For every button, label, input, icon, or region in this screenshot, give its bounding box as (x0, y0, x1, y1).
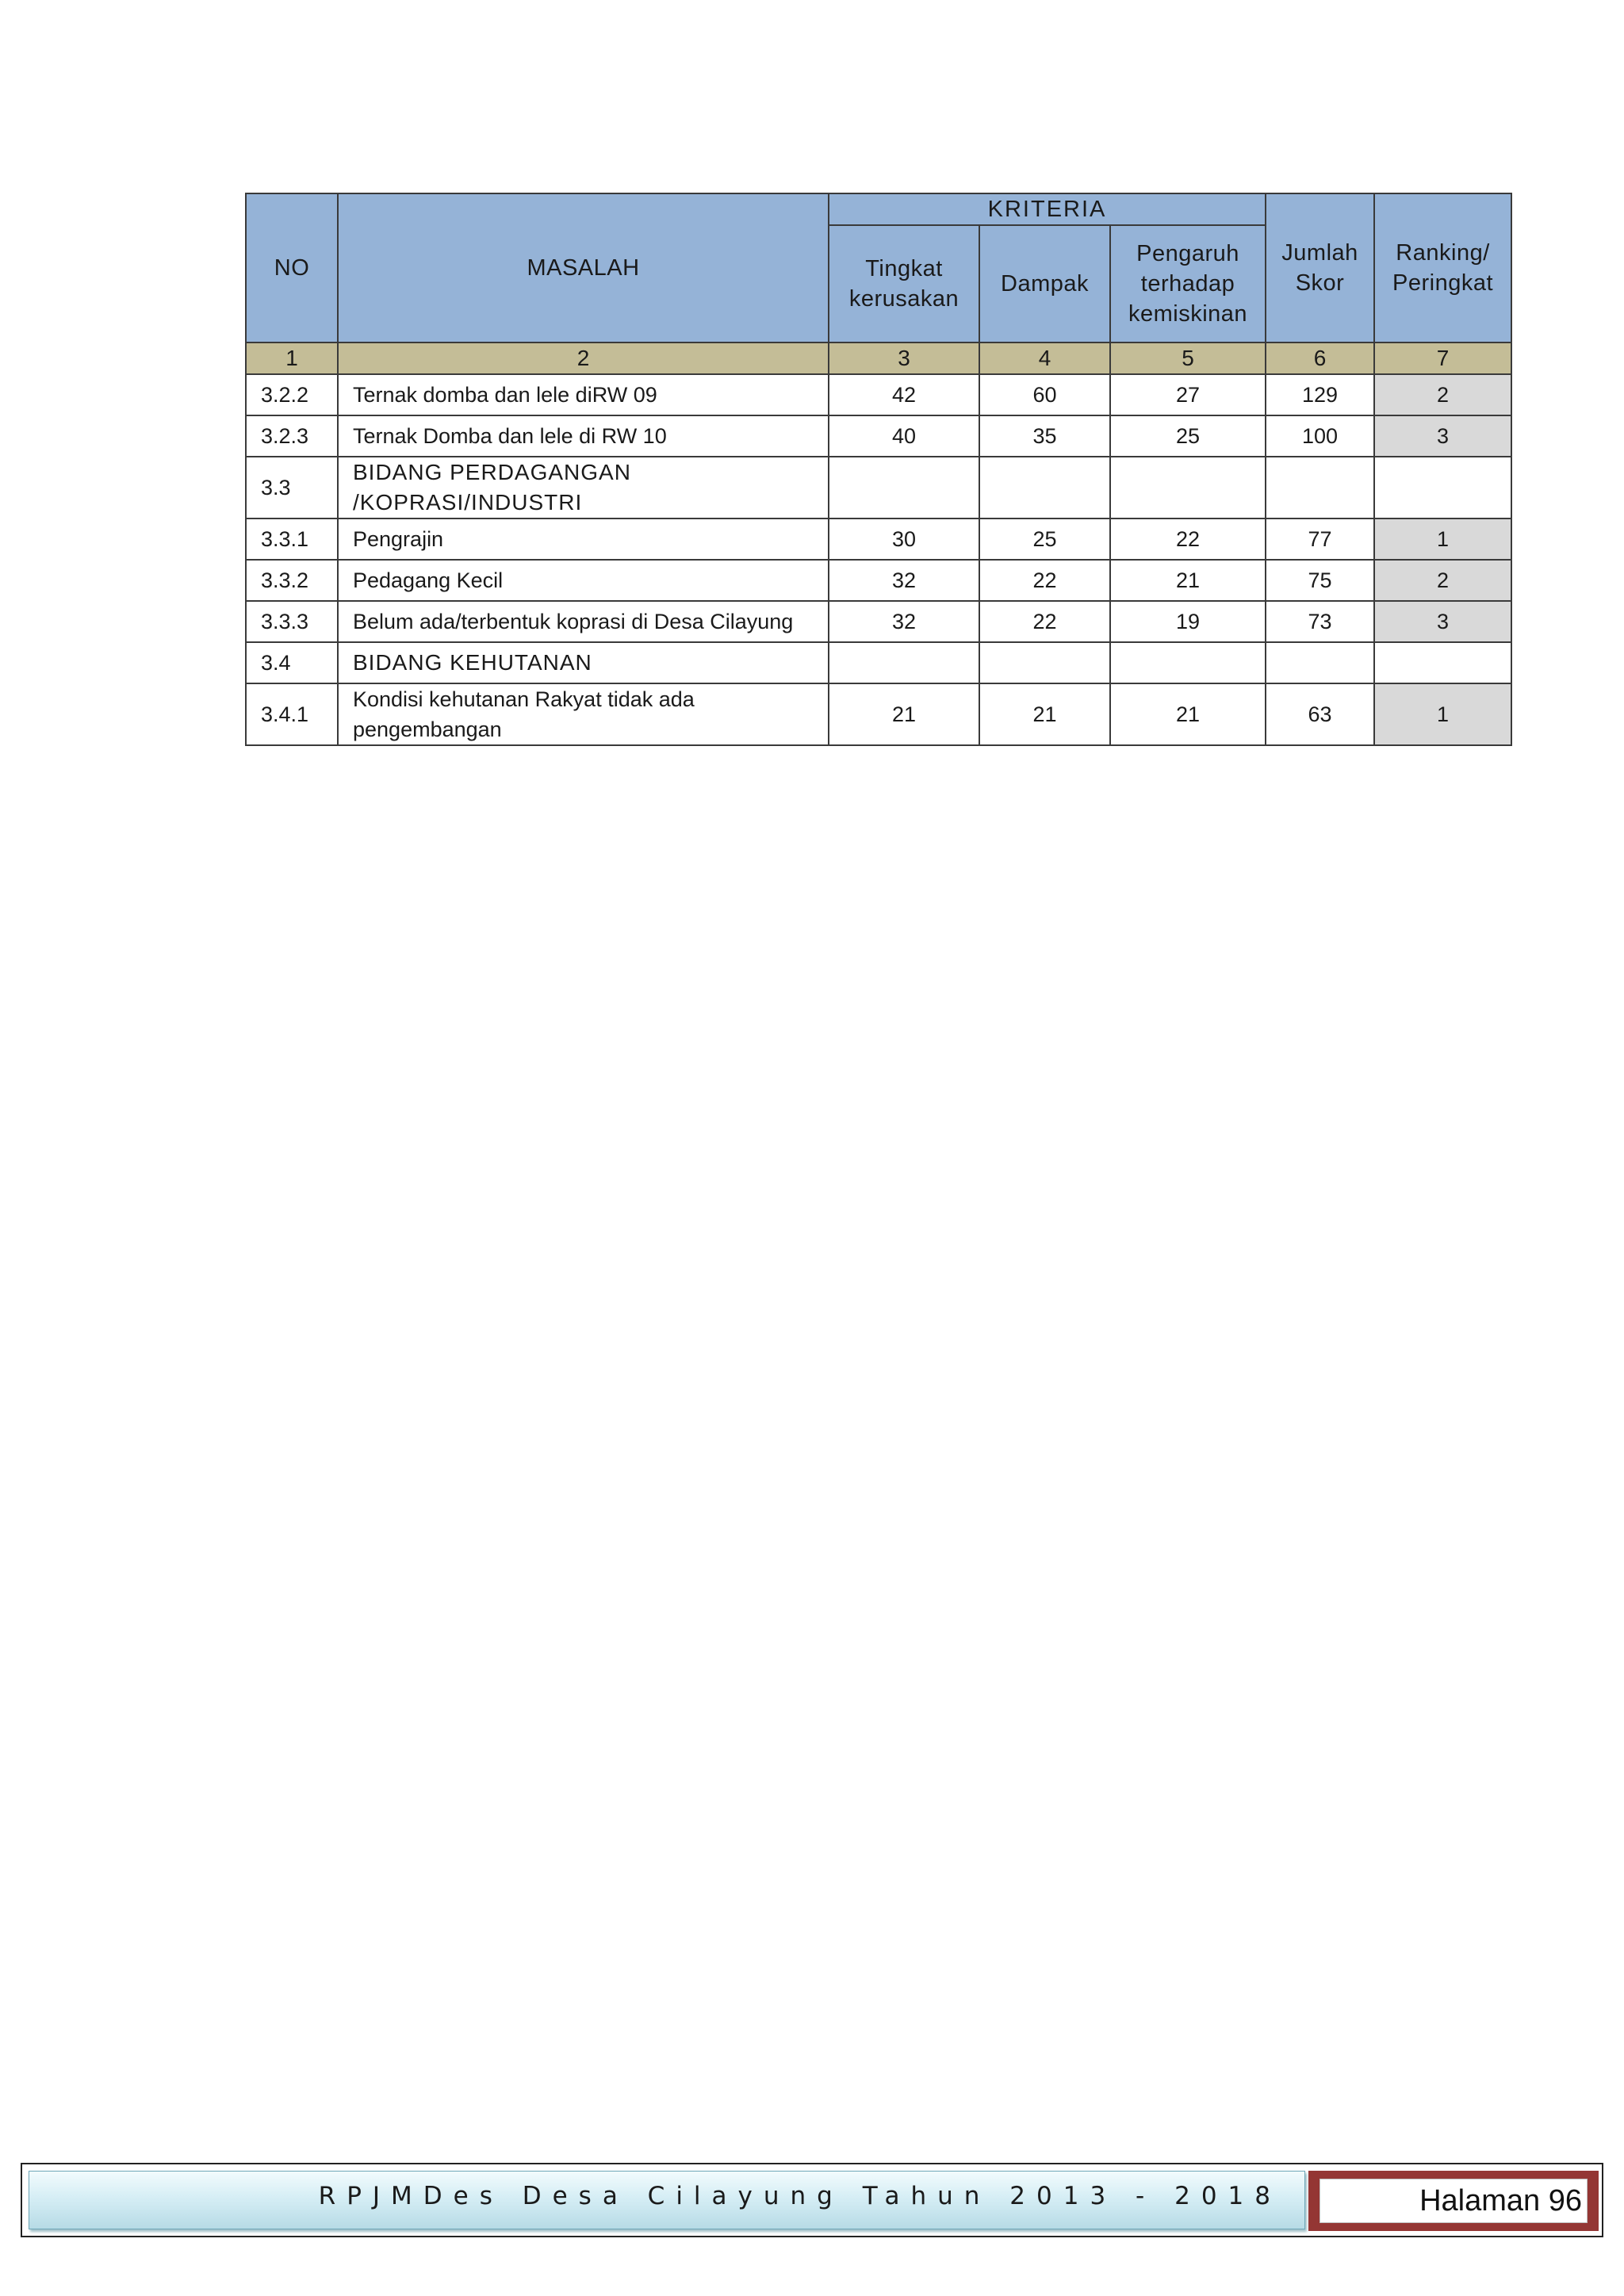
row-dampak: 22 (979, 601, 1110, 642)
row-masalah: Belum ada/terbentuk koprasi di Desa Cilayung (338, 601, 829, 642)
row-pengaruh: 21 (1110, 683, 1266, 745)
row-tingkat: 42 (829, 374, 979, 415)
table-row (246, 519, 1511, 560)
row-ranking: 2 (1374, 374, 1511, 415)
priority-table (245, 193, 1512, 746)
row-jumlah: 63 (1266, 683, 1374, 745)
row-ranking: 3 (1374, 601, 1511, 642)
column-number: 6 (1266, 342, 1374, 374)
row-ranking (1374, 642, 1511, 683)
row-masalah: BIDANG PERDAGANGAN /KOPRASI/INDUSTRI (338, 457, 829, 519)
row-no: 3.3.3 (246, 601, 338, 642)
header-dampak: Dampak (979, 225, 1110, 342)
table-row (246, 683, 1511, 745)
row-masalah: Ternak Domba dan lele di RW 10 (338, 415, 829, 457)
row-ranking: 1 (1374, 683, 1511, 745)
header-ranking: Ranking/ Peringkat (1374, 193, 1511, 342)
column-number: 4 (979, 342, 1110, 374)
row-dampak: 22 (979, 560, 1110, 601)
header-pengaruh: Pengaruh terhadap kemiskinan (1110, 225, 1266, 342)
row-pengaruh (1110, 642, 1266, 683)
table-row (246, 601, 1511, 642)
row-tingkat (829, 457, 979, 519)
row-dampak: 60 (979, 374, 1110, 415)
row-jumlah: 73 (1266, 601, 1374, 642)
row-pengaruh: 21 (1110, 560, 1266, 601)
row-ranking: 1 (1374, 519, 1511, 560)
row-pengaruh: 27 (1110, 374, 1266, 415)
row-no: 3.3 (246, 457, 338, 519)
row-no: 3.3.2 (246, 560, 338, 601)
row-masalah: Pedagang Kecil (338, 560, 829, 601)
column-number: 2 (338, 342, 829, 374)
row-jumlah: 77 (1266, 519, 1374, 560)
row-ranking: 3 (1374, 415, 1511, 457)
row-dampak (979, 457, 1110, 519)
row-ranking: 2 (1374, 560, 1511, 601)
table-row-section (246, 642, 1511, 683)
header-masalah: MASALAH (338, 193, 829, 342)
row-jumlah (1266, 457, 1374, 519)
table-row (246, 415, 1511, 457)
row-no: 3.4 (246, 642, 338, 683)
row-dampak: 25 (979, 519, 1110, 560)
row-pengaruh (1110, 457, 1266, 519)
row-no: 3.2.2 (246, 374, 338, 415)
row-tingkat: 21 (829, 683, 979, 745)
row-pengaruh: 25 (1110, 415, 1266, 457)
row-masalah: Kondisi kehutanan Rakyat tidak ada pengembangan (338, 683, 829, 745)
column-number: 7 (1374, 342, 1511, 374)
row-no: 3.4.1 (246, 683, 338, 745)
table-row (246, 560, 1511, 601)
table-row-section (246, 457, 1511, 519)
row-jumlah: 100 (1266, 415, 1374, 457)
row-no: 3.3.1 (246, 519, 338, 560)
header-jumlah-skor: Jumlah Skor (1266, 193, 1374, 342)
row-ranking (1374, 457, 1511, 519)
row-dampak: 21 (979, 683, 1110, 745)
column-number: 1 (246, 342, 338, 374)
page-number-box (1308, 2171, 1599, 2231)
row-jumlah: 129 (1266, 374, 1374, 415)
row-pengaruh: 19 (1110, 601, 1266, 642)
column-number: 3 (829, 342, 979, 374)
header-kriteria: KRITERIA (829, 193, 1266, 225)
row-tingkat: 32 (829, 560, 979, 601)
header-tingkat-kerusakan: Tingkat kerusakan (829, 225, 979, 342)
footer-document-title: RPJMDes Desa Cilayung Tahun 2013 - 2018 (318, 2182, 1281, 2210)
row-tingkat: 40 (829, 415, 979, 457)
column-number: 5 (1110, 342, 1266, 374)
header-no: NO (246, 193, 338, 342)
row-dampak: 35 (979, 415, 1110, 457)
row-pengaruh: 22 (1110, 519, 1266, 560)
table-row (246, 374, 1511, 415)
row-no: 3.2.3 (246, 415, 338, 457)
row-tingkat: 30 (829, 519, 979, 560)
row-jumlah (1266, 642, 1374, 683)
row-masalah: Pengrajin (338, 519, 829, 560)
row-jumlah: 75 (1266, 560, 1374, 601)
page-number: Halaman 96 (1320, 2179, 1588, 2223)
column-number-row (246, 342, 1511, 374)
row-tingkat (829, 642, 979, 683)
row-tingkat: 32 (829, 601, 979, 642)
row-masalah: BIDANG KEHUTANAN (338, 642, 829, 683)
row-masalah: Ternak domba dan lele diRW 09 (338, 374, 829, 415)
row-dampak (979, 642, 1110, 683)
